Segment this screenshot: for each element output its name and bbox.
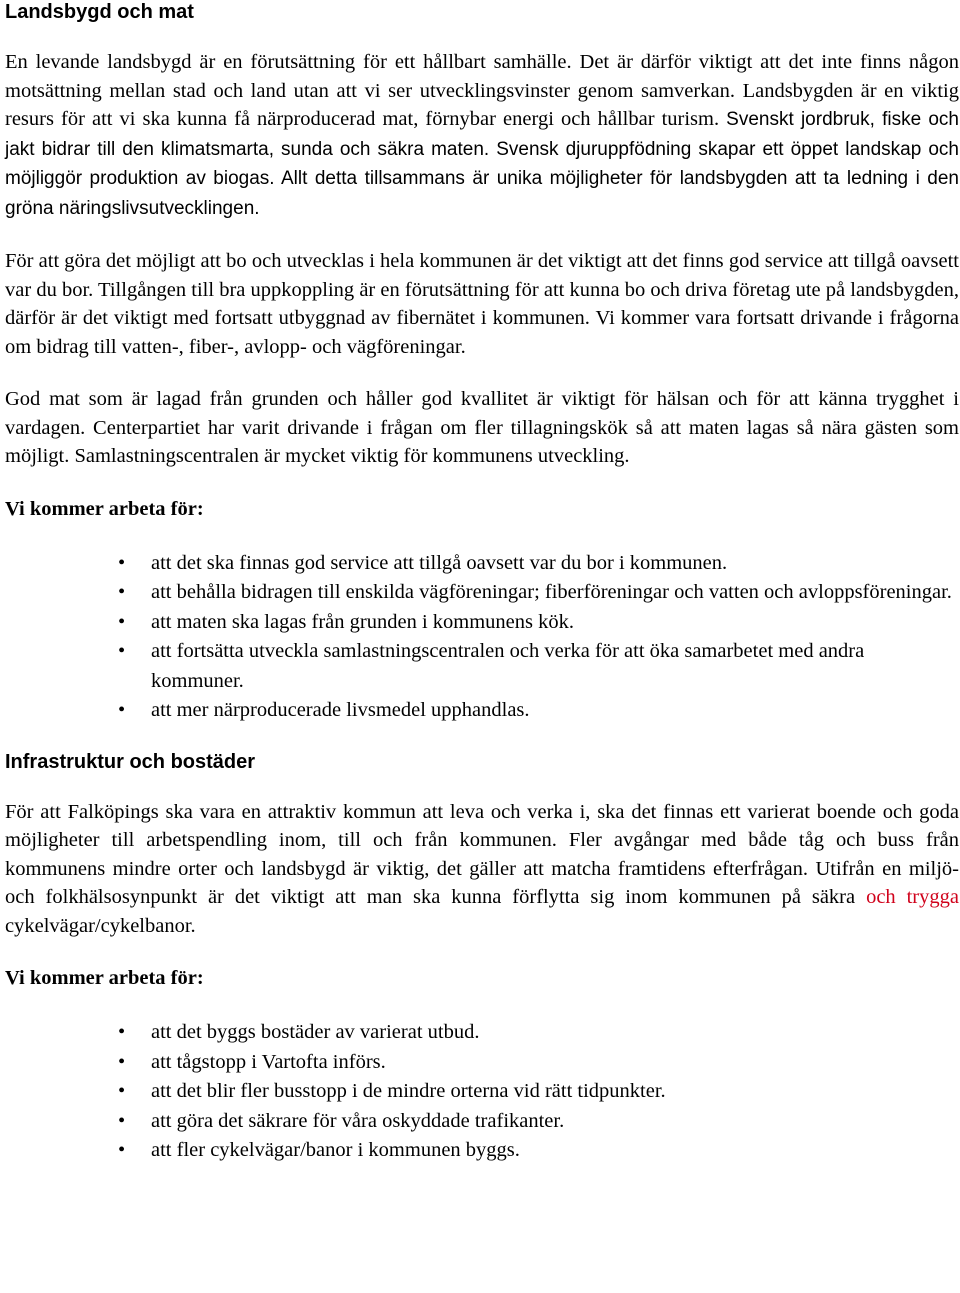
bullet-icon: • <box>118 1050 126 1073</box>
list-item: • att tågstopp i Vartofta införs. <box>151 1048 959 1078</box>
bullet-icon: • <box>118 581 126 603</box>
bullet-icon: • <box>118 640 126 662</box>
list-item: • att det blir fler busstopp i de mindre orterna vid rätt tidpunkter. <box>151 1077 959 1107</box>
list-item: • att behålla bidragen till enskilda vägföreningar; fiberföreningar och vatten och avloppsföreningar. <box>151 578 959 608</box>
list-item: • att fortsätta utveckla samlastningscentralen och verka för att öka samarbetet med andra kommuner. <box>151 637 959 696</box>
bullet-list-landsbygd <box>5 549 959 726</box>
section-title-infrastruktur: Infrastruktur och bostäder <box>5 750 256 773</box>
bullet-icon: • <box>118 699 126 721</box>
highlighted-text: och trygga <box>866 886 959 908</box>
paragraph-service: För att göra det möjligt att bo och utvecklas i hela kommunen är det viktigt att det finns god service att tillgå oavsett var du bor. Tillgången till bra uppkoppling är en förutsättning för att kunna bo och driva företag ute på landsbygden, därför är det viktigt med fortsatt utbyggnad av fibernätet i kommunen. Vi kommer vara fortsatt drivande i frågorna om bidrag till vatten-, fiber-, avlopp- och vägföreningar. <box>5 250 959 358</box>
work-heading-2: Vi kommer arbeta för: <box>5 967 204 989</box>
section-title-landsbygd: Landsbygd och mat <box>5 1 194 23</box>
list-item: • att göra det säkrare för våra oskyddade trafikanter. <box>151 1107 959 1137</box>
paragraph-landsbygd-intro-b: Svenskt jordbruk, fiske och jakt bidrar till den klimatsmarta, sunda och säkra maten. Svensk djuruppfödning skapar ett öppet landskap och möjliggör produktion av biogas. Allt detta tillsammans är unika möjligheter för landsbygden att ta ledning i den gröna näringslivsutvecklingen. <box>5 109 959 219</box>
paragraph-infrastruktur: För att Falköpings ska vara en attraktiv kommun att leva och verka i, ska det finnas ett varierat boende och goda möjligheter till arbetspendling inom, till och från kommunen. Fler avgångar med både tåg och buss från kommunens mindre orter och landsbygd är viktig, det gäller att matcha framtidens efterfrågan. Utifrån en miljö- och folkhälsosynpunkt är det viktigt att man ska kunna förflytta sig inom kommunen på säkra och trygga cykelvägar/cykelbanor. <box>5 800 959 937</box>
bullet-list-infrastruktur <box>5 1018 959 1166</box>
bullet-icon: • <box>118 1139 126 1161</box>
list-item: • att det ska finnas god service att tillgå oavsett var du bor i kommunen. <box>151 549 959 579</box>
list-item: • att det byggs bostäder av varierat utbud. <box>151 1018 959 1048</box>
work-heading-1: Vi kommer arbeta för: <box>5 497 204 520</box>
list-item: • att mer närproducerade livsmedel upphandlas. <box>151 696 959 726</box>
bullet-icon: • <box>118 1109 126 1132</box>
bullet-icon: • <box>118 1080 126 1102</box>
paragraph-landsbygd-intro <box>5 48 959 223</box>
document-page <box>5 0 959 1166</box>
bullet-icon: • <box>118 610 126 633</box>
paragraph-landsbygd-intro-a: En levande landsbygd är en förutsättning för ett hållbart samhälle. Det är därför viktigt att det inte finns någon motsättning mellan stad och land utan att vi ser utvecklingsvinster genom samverkan. Landsbygden är en viktig resurs för att vi ska kunna få närproducerad mat, förnybar energi och hållbar turism. <box>5 51 959 130</box>
bullet-icon: • <box>118 551 126 574</box>
bullet-icon: • <box>118 1021 126 1043</box>
list-item: • att maten ska lagas från grunden i kommunens kök. <box>151 608 959 638</box>
list-item: • att fler cykelvägar/banor i kommunen byggs. <box>151 1136 959 1166</box>
paragraph-mat: God mat som är lagad från grunden och håller god kvallitet är viktigt för hälsan och för att känna trygghet i vardagen. Centerpartiet har varit drivande i frågan om fler tillagningskök så att maten lagas så nära gästen som möjligt. Samlastningscentralen är mycket viktig för kommunens utveckling. <box>5 388 959 467</box>
